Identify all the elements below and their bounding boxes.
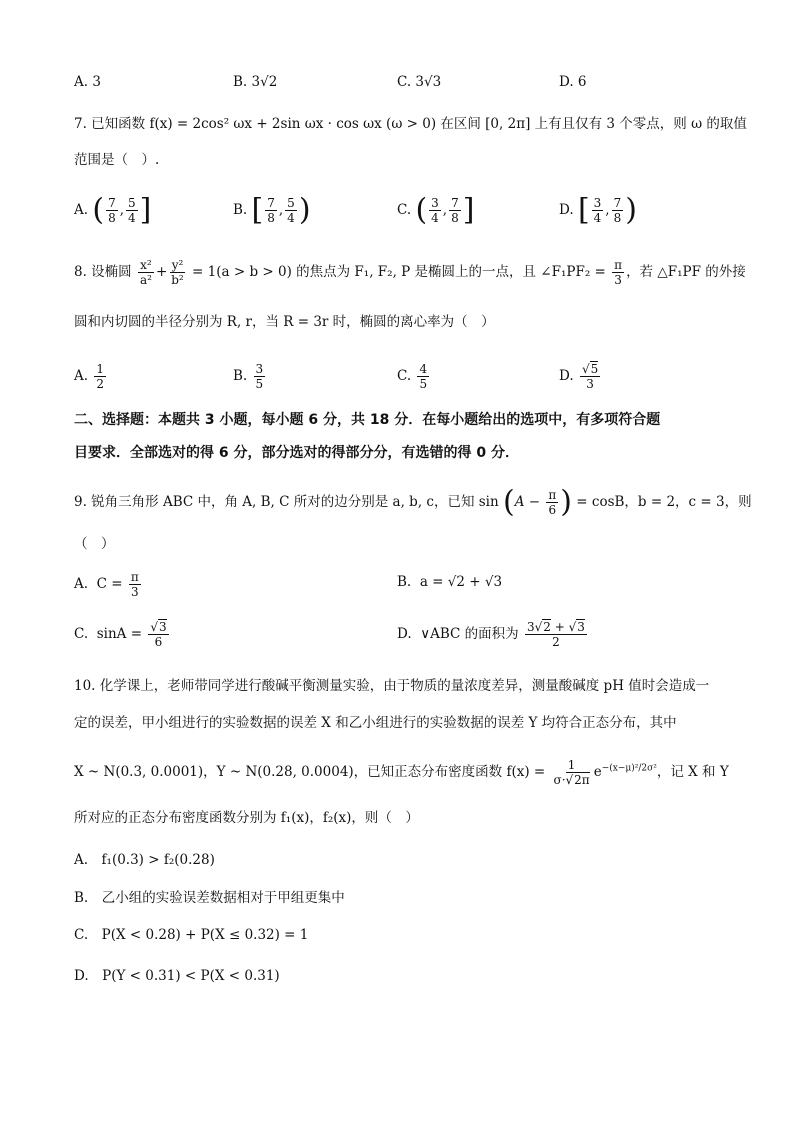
q8-stem-line2: 圆和内切圆的半径分别为 R, r，当 R = 3r 时，椭圆的离心率为（ ） bbox=[74, 314, 495, 330]
q8-option-a: A. $\frac{1}{2}$ bbox=[74, 362, 104, 391]
q6-option-b: B. 3√2 bbox=[233, 74, 278, 90]
q8-option-c: C. $\frac{4}{5}$ bbox=[397, 362, 428, 391]
q9-option-c: C. sinA = $\frac{√3}{6}$ bbox=[74, 620, 167, 649]
q6-option-c: C. 3√3 bbox=[397, 74, 442, 90]
section2-heading-line1: 二、选择题：本题共 3 小题，每小题 6 分，共 18 分．在每小题给出的选项中，有多项符合题 bbox=[74, 412, 661, 428]
q8-option-b: B. $\frac{3}{5}$ bbox=[233, 362, 264, 391]
q10-stem-line1: 10. 化学课上，老师带同学进行酸碱平衡测量实验，由于物质的量浓度差异，测量酸碱度 pH 值时会造成一 bbox=[74, 678, 710, 694]
q9-option-a: A. C = $\frac{\pi}{3}$ bbox=[74, 570, 139, 599]
q10-option-b: B. 乙小组的实验误差数据相对于甲组更集中 bbox=[74, 890, 345, 906]
q9-option-d: D. ∨ABC 的面积为 $\frac{3√2 + √3}{2}$ bbox=[397, 620, 585, 649]
q9-option-b: B. a = √2 + √3 bbox=[397, 574, 503, 590]
q7-option-a: A. ( $\frac{7}{8}$ , $\frac{5}{4}$ ] bbox=[74, 192, 152, 228]
q7-option-c: C. ( $\frac{3}{4}$ , $\frac{7}{8}$ ] bbox=[397, 192, 475, 228]
q7-option-d: D. [ $\frac{3}{4}$ , $\frac{7}{8}$ ) bbox=[559, 192, 637, 228]
section2-heading-line2: 目要求．全部选对的得 6 分，部分选对的得部分分，有选错的得 0 分． bbox=[74, 445, 519, 461]
q9-stem-line1: 9. 锐角三角形 ABC 中，角 A, B, C 所对的边分别是 a, b, c，已知 sin (A − $\frac{\pi}{6}$ ) = cosB，b = 2，c = 3，则 bbox=[74, 484, 752, 520]
q7-stem-line2: 范围是（ ）. bbox=[74, 152, 160, 168]
q10-stem-line2: 定的误差，甲小组进行的实验数据的误差 X 和乙小组进行的实验数据的误差 Y 均符合正态分布，其中 bbox=[74, 715, 677, 731]
q9-stem-line2: （ ） bbox=[74, 536, 115, 552]
q8-stem-line1: 8. 设椭圆 $\frac{\text{x²}}{\text{a²}}$ + $\frac{\text{y²}}{\text{b²}}$ = 1(a > b > 0) 的焦点为 F₁, F₂, P 是椭圆上的一点，且 ∠F₁PF₂ = $\frac{\pi}{3}$ ，若 △F₁PF 的外接 bbox=[74, 258, 746, 287]
q7-option-b: B. [ $\frac{7}{8}$ , $\frac{5}{4}$ ) bbox=[233, 192, 311, 228]
q8-option-d: D. $\frac{√5}{3}$ bbox=[559, 362, 599, 391]
q10-stem-line4: 所对应的正态分布密度函数分别为 f₁(x)，f₂(x)，则（ ） bbox=[74, 810, 419, 826]
q6-option-a: A. 3 bbox=[74, 74, 101, 90]
q7-stem-line1: 7. 已知函数 f(x) = 2cos² ωx + 2sin ωx · cos ωx (ω > 0) 在区间 [0, 2π] 上有且仅有 3 个零点，则 ω 的取值 bbox=[74, 116, 747, 132]
q10-option-d: D. P(Y < 0.31) < P(X < 0.31) bbox=[74, 968, 280, 984]
q10-option-a: A. f₁(0.3) > f₂(0.28) bbox=[74, 852, 215, 868]
q10-stem-line3: X ~ N(0.3, 0.0001)，Y ~ N(0.28, 0.0004)，已知正态分布密度函数 f(x) = $\frac{1}{\sigma\cdot√2\pi}$ $e^{-(x-\mu)^2/2\sigma^2}$，记 X 和 Y bbox=[74, 758, 729, 787]
q6-option-d: D. 6 bbox=[559, 74, 587, 90]
q10-option-c: C. P(X < 0.28) + P(X ≤ 0.32) = 1 bbox=[74, 927, 309, 943]
